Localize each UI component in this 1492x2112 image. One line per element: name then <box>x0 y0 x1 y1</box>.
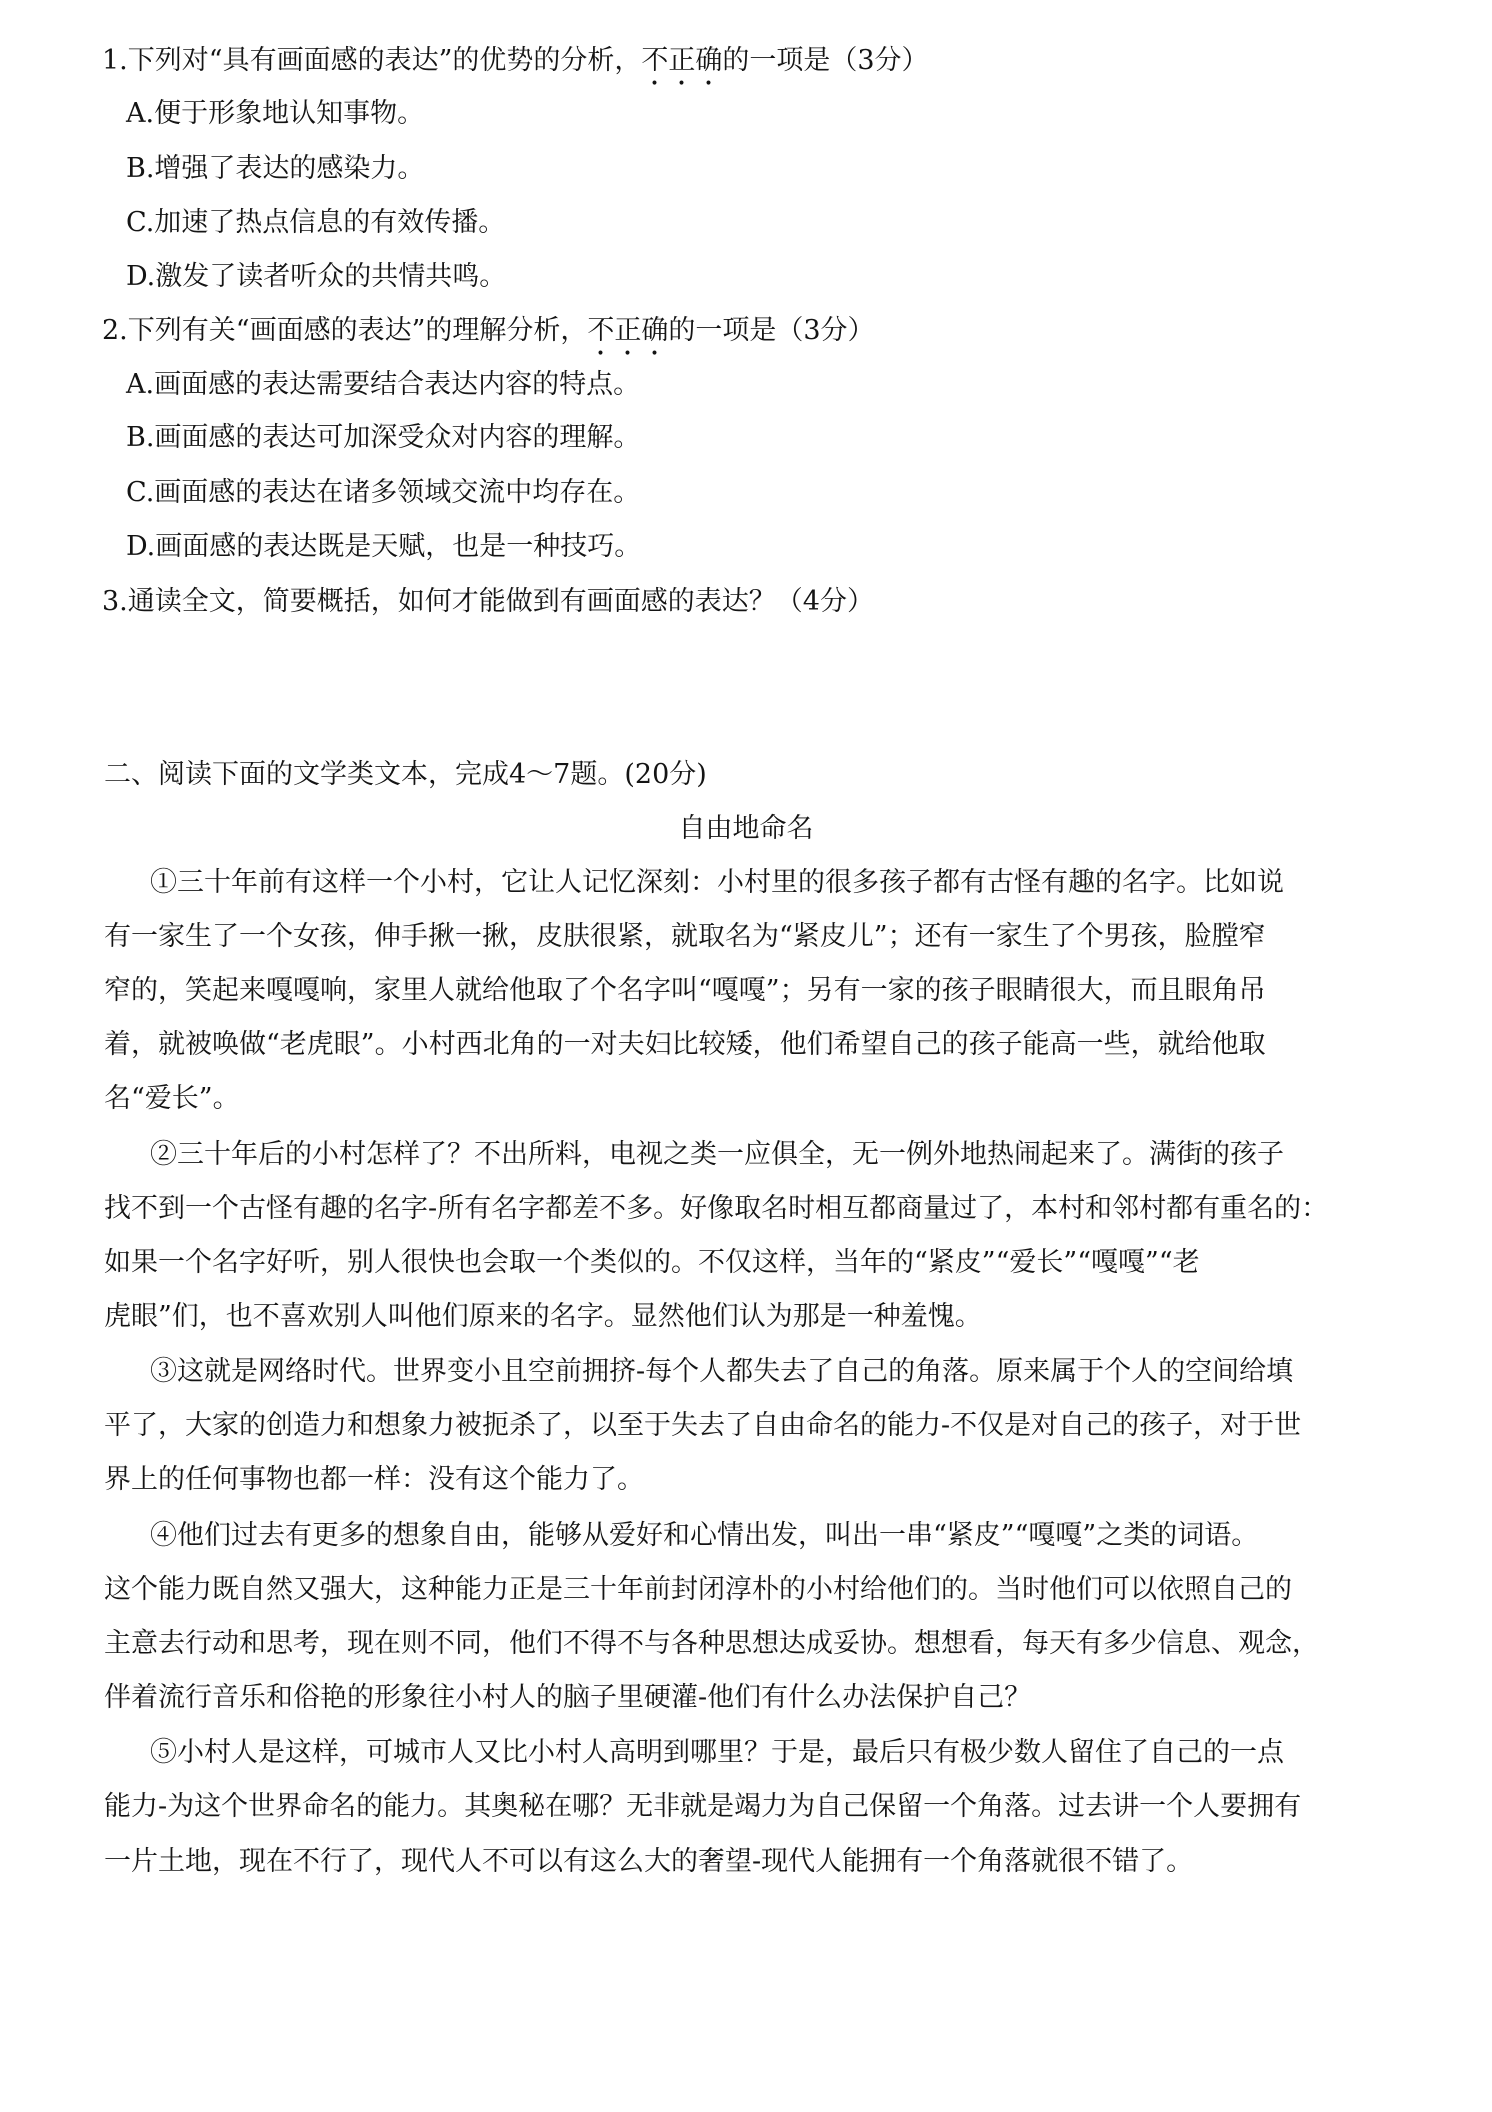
paragraph-5-line-1: ⑤小村人是这样，可城市人又比小村人高明到哪里？于是，最后只有极少数人留住了自己的一点 <box>150 1737 1284 1768</box>
paragraph-4-line-4: 伴着流行音乐和俗艳的形象往小村人的脑子里硬灌-他们有什么办法保护自己？ <box>104 1682 1032 1713</box>
question-1-option-c: C.加速了热点信息的有效传播。 <box>126 207 506 238</box>
question-2-option-a: A.画面感的表达需要结合表达内容的特点。 <box>126 369 641 400</box>
question-2-option-b: B.画面感的表达可加深受众对内容的理解。 <box>126 422 641 453</box>
paragraph-3-line-1: ③这就是网络时代。世界变小且空前拥挤-每个人都失去了自己的角落。原来属于个人的空间给填 <box>150 1356 1294 1387</box>
question-2-option-c: C.画面感的表达在诸多领域交流中均存在。 <box>126 477 641 508</box>
section-heading: 二、阅读下面的文学类文本，完成4～7题。(20分) <box>104 759 707 790</box>
paragraph-1-line-2: 有一家生了一个女孩，伸手揪一揪，皮肤很紧，就取名为“紧皮儿”；还有一家生了个男孩，脸膛窄 <box>104 921 1266 952</box>
question-1-stem-start: 1.下列对“具有画面感的表达”的优势的分析， <box>102 45 642 76</box>
paragraph-2-line-2: 找不到一个古怪有趣的名字-所有名字都差不多。好像取名时相互都商量过了，本村和邻村都有重名的： <box>104 1193 1329 1224</box>
question-1-stem <box>102 44 929 92</box>
paragraph-5-line-2: 能力-为这个世界命名的能力。其奥秘在哪？无非就是竭力为自己保留一个角落。过去讲一个人要拥有 <box>104 1791 1302 1822</box>
paragraph-1-line-1: ①三十年前有这样一个小村，它让人记忆深刻：小村里的很多孩子都有古怪有趣的名字。比如说 <box>150 867 1284 898</box>
question-1-stem-end: 的一项是（3分） <box>722 45 929 76</box>
paragraph-1-line-3: 窄的，笑起来嘎嘎响，家里人就给他取了个名字叫“嘎嘎”；另有一家的孩子眼睛很大，而且眼角吊 <box>104 975 1266 1006</box>
question-2-option-d: D.画面感的表达既是天赋，也是一种技巧。 <box>126 531 642 562</box>
paragraph-1-line-4: 着，就被唤做“老虎眼”。小村西北角的一对夫妇比较矮，他们希望自己的孩子能高一些，就给他取 <box>104 1029 1266 1060</box>
paragraph-1-line-5: 名“爱长”。 <box>104 1083 240 1114</box>
paragraph-3-line-2: 平了，大家的创造力和想象力被扼杀了，以至于失去了自由命名的能力-不仅是对自己的孩子，对于世 <box>104 1410 1302 1441</box>
question-3-stem: 3.通读全文，简要概括，如何才能做到有画面感的表达？（4分） <box>102 586 874 617</box>
question-1-option-b: B.增强了表达的感染力。 <box>126 153 425 184</box>
paragraph-2-line-4: 虎眼”们，也不喜欢别人叫他们原来的名字。显然他们认为那是一种羞愧。 <box>104 1301 982 1332</box>
article-title: 自由地命名 <box>678 813 814 844</box>
paragraph-4-line-3: 主意去行动和思考，现在则不同，他们不得不与各种思想达成妥协。想想看，每天有多少信息、观念， <box>104 1628 1319 1659</box>
question-2-stem <box>102 314 875 362</box>
question-2-stem-start: 2.下列有关“画面感的表达”的理解分析， <box>102 315 588 346</box>
question-1-option-d: D.激发了读者听众的共情共鸣。 <box>126 261 507 292</box>
question-2-stem-end: 的一项是（3分） <box>668 315 875 346</box>
paragraph-3-line-3: 界上的任何事物也都一样：没有这个能力了。 <box>104 1464 644 1495</box>
question-2-emphasis: 不正确 <box>587 315 669 346</box>
question-1-emphasis: 不正确 <box>641 45 723 76</box>
paragraph-2-line-1: ②三十年后的小村怎样了？不出所料，电视之类一应俱全，无一例外地热闹起来了。满街的孩子 <box>150 1139 1284 1170</box>
question-1-option-a: A.便于形象地认知事物。 <box>126 98 425 129</box>
paragraph-4-line-1: ④他们过去有更多的想象自由，能够从爱好和心情出发，叫出一串“紧皮”“嘎嘎”之类的词语。 <box>150 1520 1259 1551</box>
paragraph-4-line-2: 这个能力既自然又强大，这种能力正是三十年前封闭淳朴的小村给他们的。当时他们可以依照自己的 <box>104 1574 1292 1605</box>
paragraph-5-line-3: 一片土地，现在不行了，现代人不可以有这么大的奢望-现代人能拥有一个角落就很不错了。 <box>104 1846 1194 1877</box>
paragraph-2-line-3: 如果一个名字好听，别人很快也会取一个类似的。不仅这样，当年的“紧皮”“爱长”“嘎嘎”“老 <box>104 1247 1200 1278</box>
